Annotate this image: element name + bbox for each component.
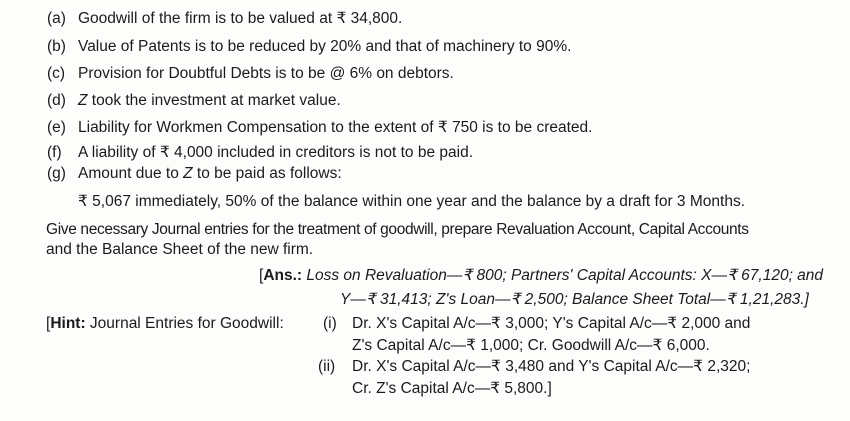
answer-line-1-text: Loss on Revaluation—₹ 800; Partners' Capital Accounts: X—₹ 67,120; and xyxy=(302,267,824,284)
hint-entry-ii-line-1: Dr. X's Capital A/c—₹ 3,480 and Y's Capital A/c—₹ 2,320; xyxy=(352,358,751,375)
answer-open-bracket: [ xyxy=(259,267,264,284)
item-g-text xyxy=(78,164,342,184)
item-b-text: Value of Patents is to be reduced by 20% and that of machinery to 90%. xyxy=(78,38,572,55)
payment-detail: ₹ 5,067 immediately, 50% of the balance within one year and the balance by a draft for 3 Months. xyxy=(78,193,745,210)
item-b-label: (b) xyxy=(47,38,66,55)
answer-line-1 xyxy=(259,266,823,286)
hint-entry-ii-line-2: Cr. Z's Capital A/c—₹ 5,800.] xyxy=(352,380,552,397)
item-a-text: Goodwill of the firm is to be valued at ₹ 34,800. xyxy=(78,10,403,27)
answer-line-2: Y—₹ 31,413; Z's Loan—₹ 2,500; Balance Sheet Total—₹ 1,21,283.] xyxy=(340,291,809,308)
item-c-label: (c) xyxy=(47,65,66,82)
hint-intro-text: Journal Entries for Goodwill: xyxy=(85,315,284,332)
hint-entry-i-line-2: Z's Capital A/c—₹ 1,000; Cr. Goodwill A/c—₹ 6,000. xyxy=(352,337,710,354)
item-d-rest: took the investment at market value. xyxy=(87,92,341,109)
item-g-italic: Z xyxy=(183,165,193,182)
question-line-2: and the Balance Sheet of the new firm. xyxy=(46,241,314,258)
item-g-post: to be paid as follows: xyxy=(192,165,342,182)
item-a-label: (a) xyxy=(47,10,66,27)
item-d-text xyxy=(78,91,341,111)
hint-label: Hint: xyxy=(50,315,86,332)
item-c-text: Provision for Doubtful Debts is to be @ 6% on debtors. xyxy=(78,65,454,82)
item-f-label: (f) xyxy=(47,144,62,161)
answer-label: Ans.: xyxy=(263,267,303,284)
hint-entry-i-num: (i) xyxy=(323,315,337,332)
hint-intro xyxy=(46,314,284,334)
item-f-text: A liability of ₹ 4,000 included in creditors is not to be paid. xyxy=(78,144,474,161)
hint-entry-i-line-1: Dr. X's Capital A/c—₹ 3,000; Y's Capital A/c—₹ 2,000 and xyxy=(352,315,751,332)
hint-entry-ii-num: (ii) xyxy=(318,358,336,375)
item-e-text: Liability for Workmen Compensation to the extent of ₹ 750 is to be created. xyxy=(78,119,593,136)
item-d-italic: Z xyxy=(78,92,88,109)
item-e-label: (e) xyxy=(47,119,66,136)
item-d-label: (d) xyxy=(47,92,66,109)
question-line-1: Give necessary Journal entries for the treatment of goodwill, prepare Revaluation Account, Capital Accounts xyxy=(46,221,749,238)
hint-open-bracket: [ xyxy=(46,315,51,332)
item-g-label: (g) xyxy=(47,165,66,182)
item-g-pre: Amount due to xyxy=(78,165,184,182)
